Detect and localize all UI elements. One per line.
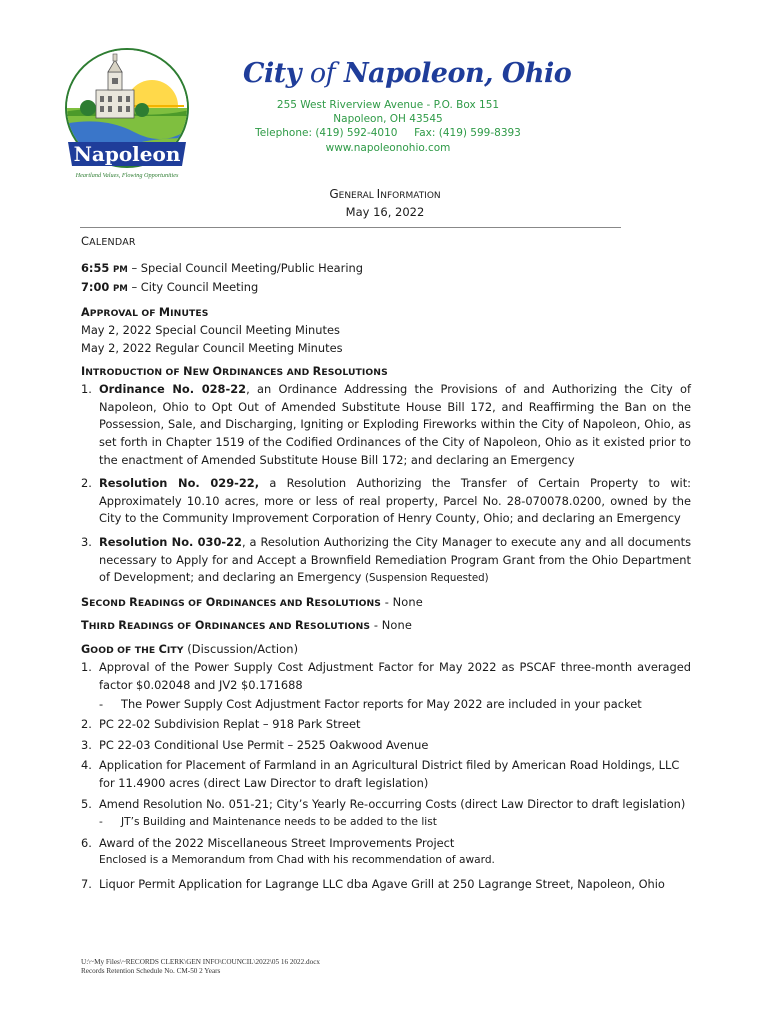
calendar-item: 7:00 PM – City Council Meeting bbox=[81, 280, 259, 295]
good-of-city-item: 3. PC 22-03 Conditional Use Permit – 2525 Oakwood Avenue bbox=[81, 737, 429, 752]
document-body bbox=[81, 233, 691, 900]
ordinance-number: Ordinance No. 028-22 bbox=[99, 382, 247, 397]
good-of-city-item: 2. PC 22-02 Subdivision Replat – 918 Park Street bbox=[81, 717, 361, 732]
intro-ordinances-heading: INTRODUCTION OF NEW ORDINANCES AND RESOLUTIONS bbox=[81, 364, 388, 378]
document-footer bbox=[81, 958, 320, 976]
header-divider bbox=[80, 227, 621, 228]
website-link[interactable]: www.napoleonohio.com bbox=[325, 141, 451, 154]
address-line-2: Napoleon, OH 43545 bbox=[333, 113, 443, 126]
minutes-heading: APPROVAL OF MINUTES bbox=[81, 305, 209, 319]
calendar-item: 6:55 PM – Special Council Meeting/Public Hearing bbox=[81, 260, 363, 275]
resolution-number: Resolution No. 030-22 bbox=[99, 534, 242, 549]
city-seal-logo bbox=[64, 46, 190, 182]
resolution-number: Resolution No. 029-22, bbox=[99, 476, 260, 491]
good-of-city-item: 1. Approval of the Power Supply Cost Adjustment Factor for May 2022 as PSCAF three-month averaged factor $0.02048 and JV2 $0.171688 - The Power Supply Cost Adjustment Factor reports for May 2022 are included in your packet bbox=[81, 659, 691, 713]
good-of-city-item: 5. Amend Resolution No. 051-21; City’s Yearly Re-occurring Costs (direct Law Director to draft legislation) - JT’s Building and Maintenance needs to be added to the list bbox=[81, 796, 691, 832]
minutes-item: May 2, 2022 Special Council Meeting Minutes bbox=[81, 323, 340, 338]
document-title: GENERAL INFORMATION bbox=[329, 187, 441, 201]
sub-note: JT’s Building and Maintenance needs to be added to the list bbox=[121, 816, 437, 829]
ordinance-item: 1. Ordinance No. 028-22, an Ordinance Addressing the Provisions of and Authorizing the City of Napoleon, Ohio to Opt Out of Amended Substitute House Bill 172, and Reaffirming the Ban on the Possession, Sale, and Discharging, Igniting or Exploding Fireworks within the City of Napoleon, Ohio, as set forth in Chapter 1519 of the Codified Ordinances of the City of Napoleon, Ohio as it existed prior to the enactment of Amended Substitute House Bill 172; and declaring an Emergency bbox=[81, 382, 692, 467]
good-of-city-item: 6. Award of the 2022 Miscellaneous Street Improvements Project Enclosed is a Memorandum from Chad with his recommendation of award. bbox=[81, 835, 691, 870]
third-readings-heading: THIRD READINGS OF ORDINANCES AND RESOLUTIONS - None bbox=[81, 618, 412, 633]
document-heading bbox=[250, 186, 520, 220]
calendar-heading: CALENDAR bbox=[81, 234, 136, 248]
good-of-city-heading: GOOD OF THE CITY (Discussion/Action) bbox=[81, 641, 299, 656]
minutes-item: May 2, 2022 Regular Council Meeting Minutes bbox=[81, 340, 343, 355]
city-address-block bbox=[243, 98, 533, 155]
logo-name-text: Napoleon bbox=[73, 142, 181, 166]
good-of-city-item: 4. Application for Placement of Farmland in an Agricultural District filed by American Road Holdings, LLC for 11.4900 acres (direct Law Director to draft legislation) bbox=[81, 758, 680, 791]
retention-schedule: Records Retention Schedule No. CM-50 2 Years bbox=[81, 967, 221, 976]
file-path: U:\~My Files\~RECORDS CLERK\GEN INFO\COUNCIL\2022\05 16 2022.docx bbox=[81, 958, 320, 966]
sub-note: The Power Supply Cost Adjustment Factor reports for May 2022 are included in your packet bbox=[121, 696, 642, 711]
good-of-city-item: 7. Liquor Permit Application for Lagrange LLC dba Agave Grill at 250 Lagrange Street, Napoleon, Ohio bbox=[81, 877, 665, 891]
address-line-1: 255 West Riverview Avenue - P.O. Box 151 bbox=[276, 99, 500, 111]
logo-tagline: Heartland Values, Flowing Opportunities bbox=[75, 172, 179, 179]
sub-note: Enclosed is a Memorandum from Chad with his recommendation of award. bbox=[99, 854, 495, 867]
city-title: City of Napoleon, Ohio bbox=[243, 58, 572, 89]
resolution-item: 2. Resolution No. 029-22, a Resolution Authorizing the Transfer of Certain Property to wit: Approximately 10.10 acres, more or less of real property, Parcel No. 28-070078.0200, owned by the City to the Community Improvement Corporation of Henry County, Ohio; and declaring an Emergency bbox=[81, 476, 691, 526]
telephone-fax-line: Telephone: (419) 592-4010 Fax: (419) 599-8393 bbox=[255, 127, 521, 140]
second-readings-heading: SECOND READINGS OF ORDINANCES AND RESOLUTIONS - None bbox=[81, 594, 423, 609]
resolution-item: 3. Resolution No. 030-22, a Resolution Authorizing the City Manager to execute any and all documents necessary to Apply for and Accept a Brownfield Remediation Program Grant from the Ohio Department of Development; and declaring an Emergency (Suspension Requested) bbox=[81, 534, 691, 585]
document-date: May 16, 2022 bbox=[345, 205, 425, 219]
